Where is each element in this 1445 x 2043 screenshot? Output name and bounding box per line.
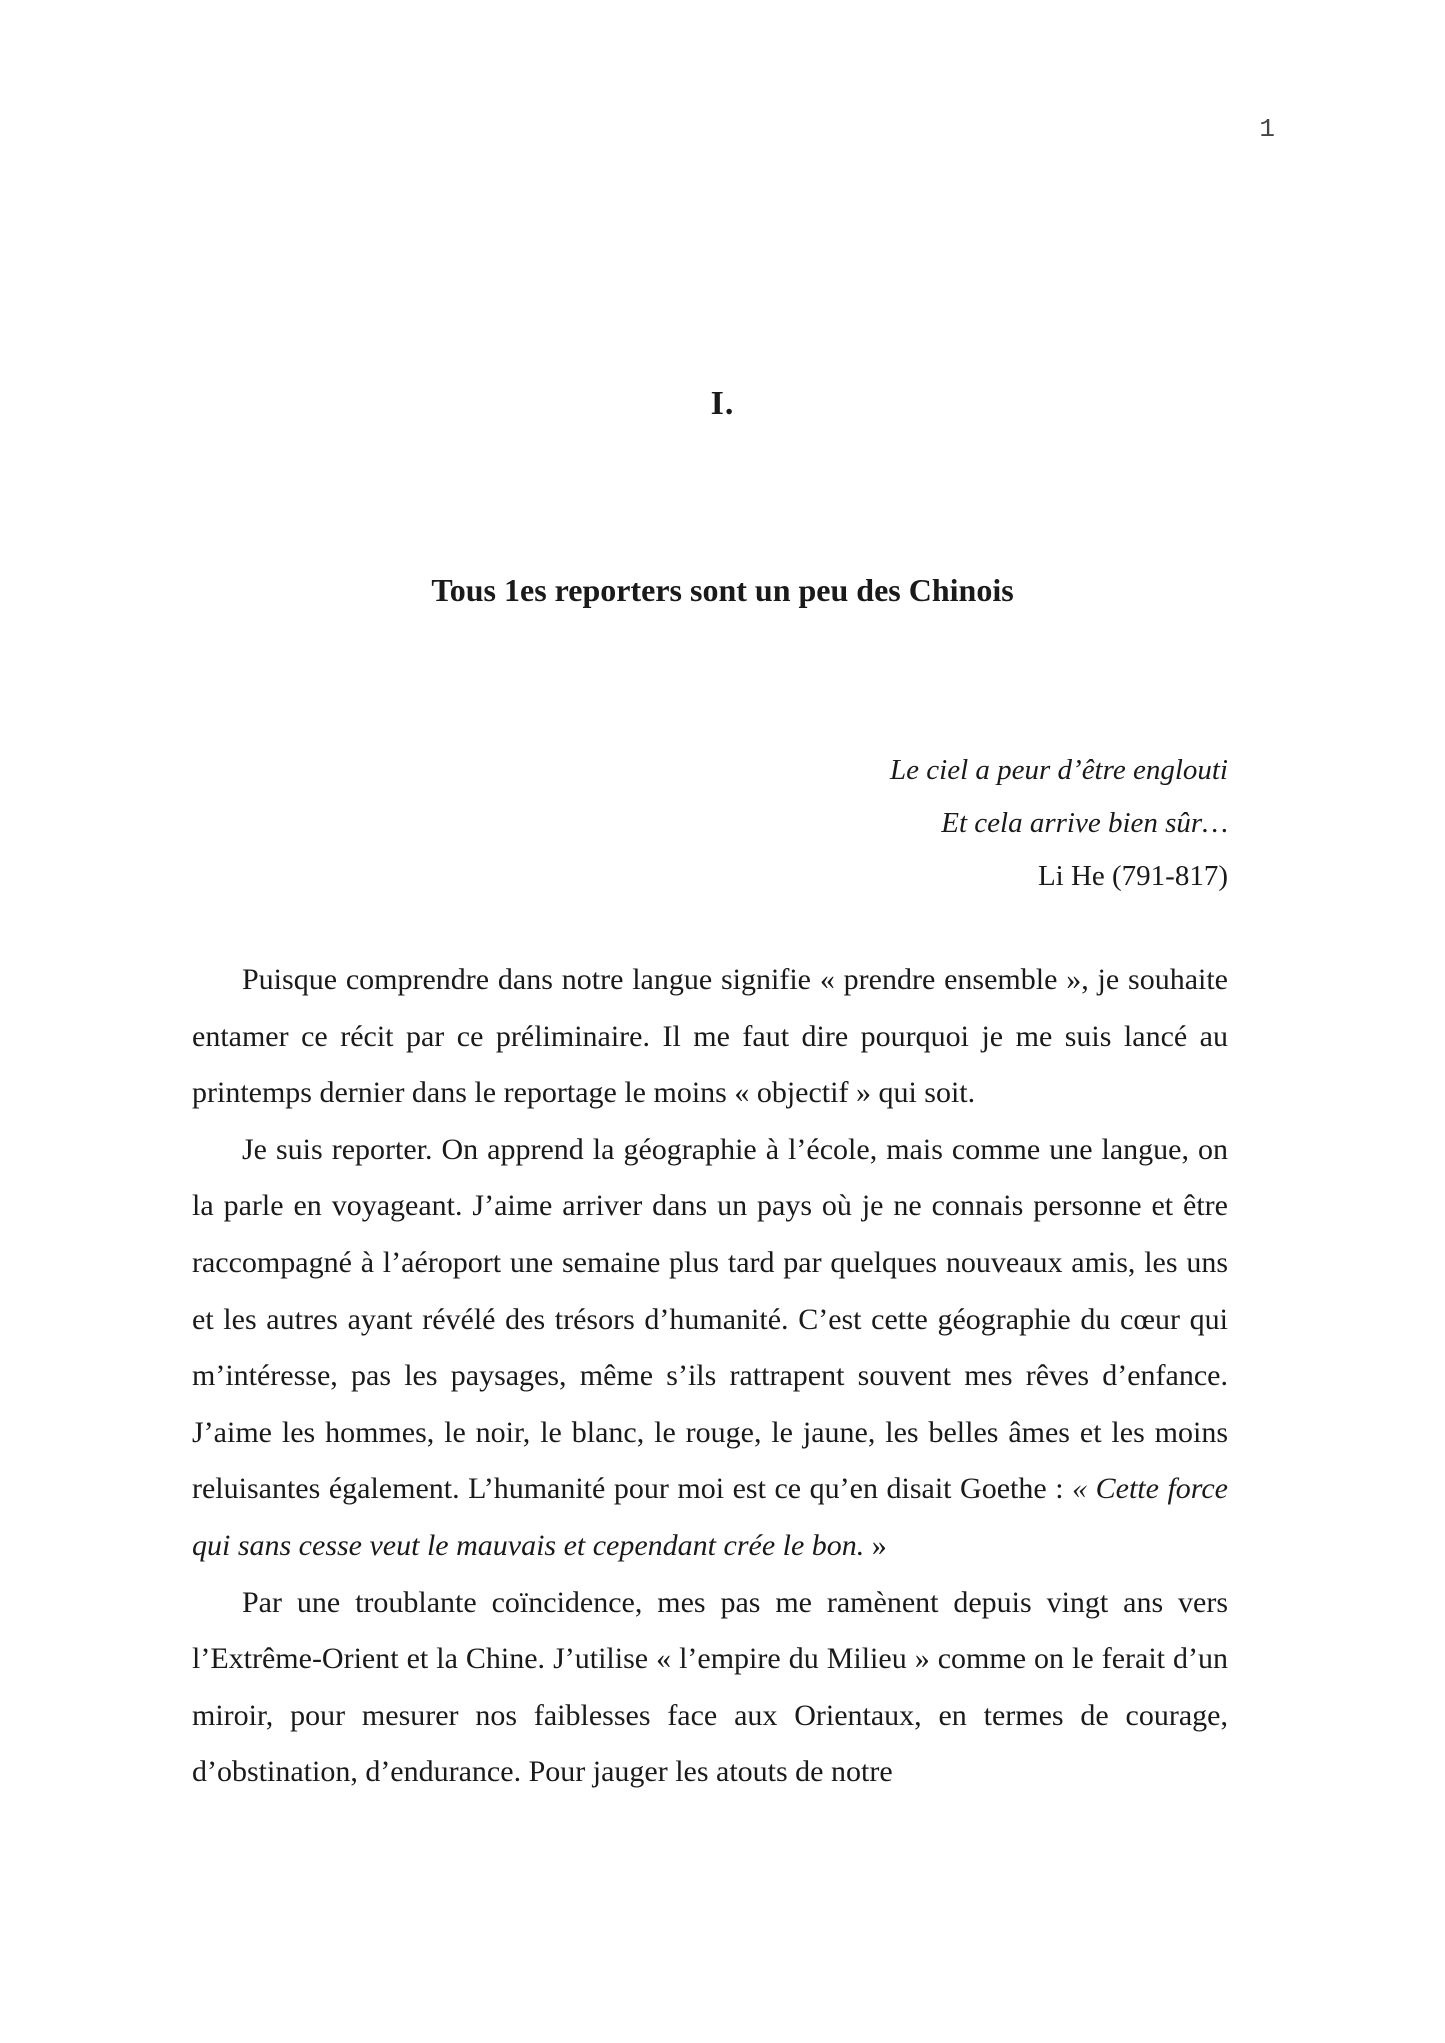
epigraph [890,744,1228,903]
page-number: 1 [1259,114,1275,144]
paragraph-3: Par une troublante coïncidence, mes pas me ramènent depuis vingt ans vers l’Extrême-Orient et la Chine. J’utilise « l’empire du Milieu » comme on le ferait d’un miroir, pour mesurer nos faiblesses face aux Orientaux, en termes de courage, d’obstination, d’endurance. Pour jauger les atouts de notre [192,1585,1228,1789]
goethe-quote: « Cette force qui sans cesse veut le mauvais et cependant crée le bon. [192,1472,1228,1562]
paragraph-1: Puisque comprendre dans notre langue signifie « prendre ensemble », je souhaite entamer ce récit par ce préliminaire. Il me faut dire pourquoi je me suis lancé au printemps dernier dans le reportage le moins « objectif » qui soit. [192,963,1228,1110]
paragraph-2 [192,1122,1228,1575]
epigraph-author: Li He (791-817) [1037,860,1228,892]
body-text [192,952,1228,1801]
paragraph-2-end: » [864,1528,887,1562]
epigraph-line-2: Et cela arrive bien sûr… [941,807,1228,839]
chapter-number: I. [710,385,735,422]
chapter-title: Tous 1es reporters sont un peu des Chinois [431,572,1014,608]
epigraph-line-1: Le ciel a peur d’être englouti [890,754,1228,786]
paragraph-2-text: Je suis reporter. On apprend la géographie à l’école, mais comme une langue, on la parle en voyageant. J’aime arriver dans un pays où je ne connais personne et être raccompagné à l’aéroport une semaine plus tard par quelques nouveaux amis, les uns et les autres ayant révélé des trésors d’humanité. C’est cette géographie du cœur qui m’intéresse, pas les paysages, même s’ils rattrapent souvent mes rêves d’enfance. J’aime les hommes, le noir, le blanc, le rouge, le jaune, les belles âmes et les moins reluisantes également. L’humanité pour moi est ce qu’en disait Goethe : [192,1132,1228,1506]
